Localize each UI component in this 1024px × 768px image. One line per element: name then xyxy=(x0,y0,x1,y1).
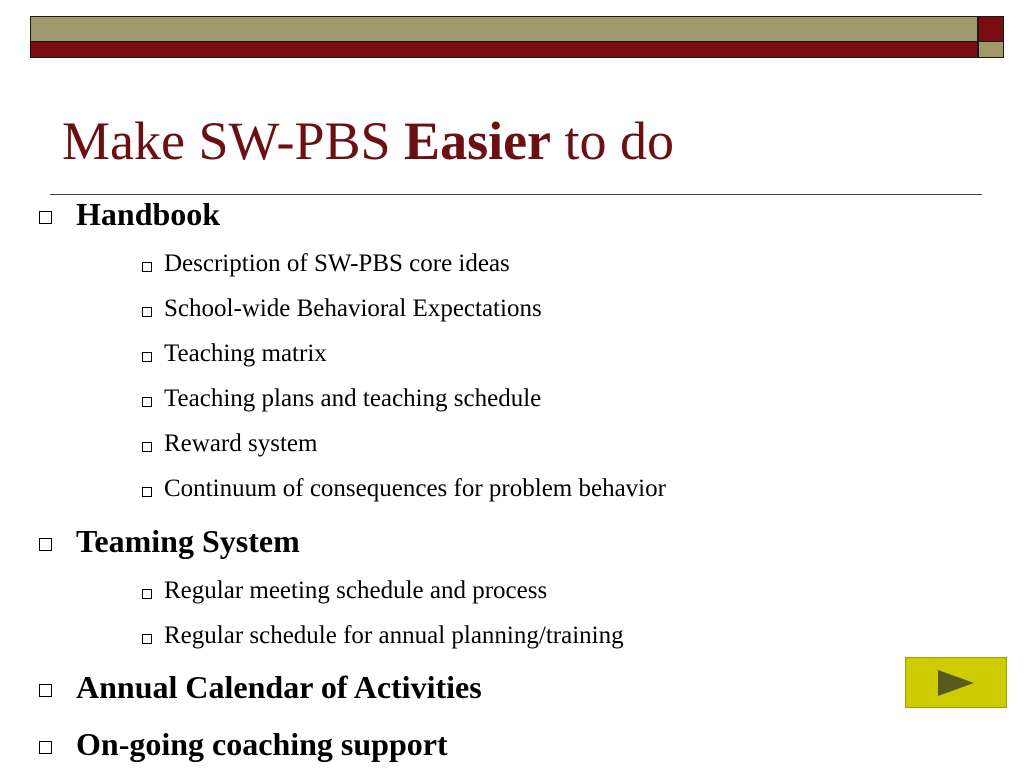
list-item-label: Annual Calendar of Activities xyxy=(76,669,482,705)
list-item-annual-calendar xyxy=(76,669,482,706)
title-divider xyxy=(50,194,982,195)
sub-item xyxy=(164,622,624,650)
slide-title-prefix: Make SW-PBS xyxy=(62,111,405,171)
sub-item xyxy=(164,295,542,323)
square-bullet-icon xyxy=(142,352,152,362)
slide-title xyxy=(62,112,674,171)
sub-item xyxy=(164,385,541,413)
header-corner-block xyxy=(978,16,1004,58)
slide-title-suffix: to do xyxy=(551,111,675,171)
square-bullet-icon xyxy=(142,397,152,407)
sub-item xyxy=(164,250,510,278)
square-bullet-icon xyxy=(142,442,152,452)
square-bullet-icon xyxy=(39,741,52,754)
sub-item-label: Continuum of consequences for problem behavior xyxy=(164,475,666,502)
square-bullet-icon xyxy=(39,538,52,551)
list-item-teaming-system xyxy=(76,523,300,560)
sub-item xyxy=(164,340,327,368)
header-band-maroon xyxy=(31,41,977,57)
square-bullet-icon xyxy=(142,487,152,497)
sub-item-label: Reward system xyxy=(164,430,318,457)
sub-item-label: Regular schedule for annual planning/training xyxy=(164,622,624,649)
square-bullet-icon xyxy=(142,307,152,317)
sub-item-label: School-wide Behavioral Expectations xyxy=(164,295,542,322)
sub-item xyxy=(164,577,547,605)
sub-item xyxy=(164,475,666,503)
square-bullet-icon xyxy=(142,634,152,644)
list-item-label: Handbook xyxy=(76,196,221,232)
list-item-handbook xyxy=(76,196,220,233)
square-bullet-icon xyxy=(39,211,52,224)
sub-item-label: Teaching matrix xyxy=(164,340,327,367)
slide-title-emphasis: Easier xyxy=(404,111,552,171)
next-slide-button[interactable] xyxy=(905,657,1007,708)
list-item-label: Teaming System xyxy=(76,523,300,559)
square-bullet-icon xyxy=(142,262,152,272)
sub-item xyxy=(164,430,317,458)
header-corner-olive xyxy=(979,41,1003,57)
sub-item-label: Regular meeting schedule and process xyxy=(164,577,548,604)
sub-item-label: Description of SW-PBS core ideas xyxy=(164,250,510,277)
list-item-label: On-going coaching support xyxy=(76,726,448,762)
list-item-coaching-support xyxy=(76,726,448,763)
header-band-olive xyxy=(31,17,977,43)
next-slide-icon xyxy=(936,669,976,697)
square-bullet-icon xyxy=(142,589,152,599)
header-band xyxy=(30,16,978,58)
sub-item-label: Teaching plans and teaching schedule xyxy=(164,385,542,412)
header-corner-maroon xyxy=(979,17,1003,43)
square-bullet-icon xyxy=(39,684,52,697)
